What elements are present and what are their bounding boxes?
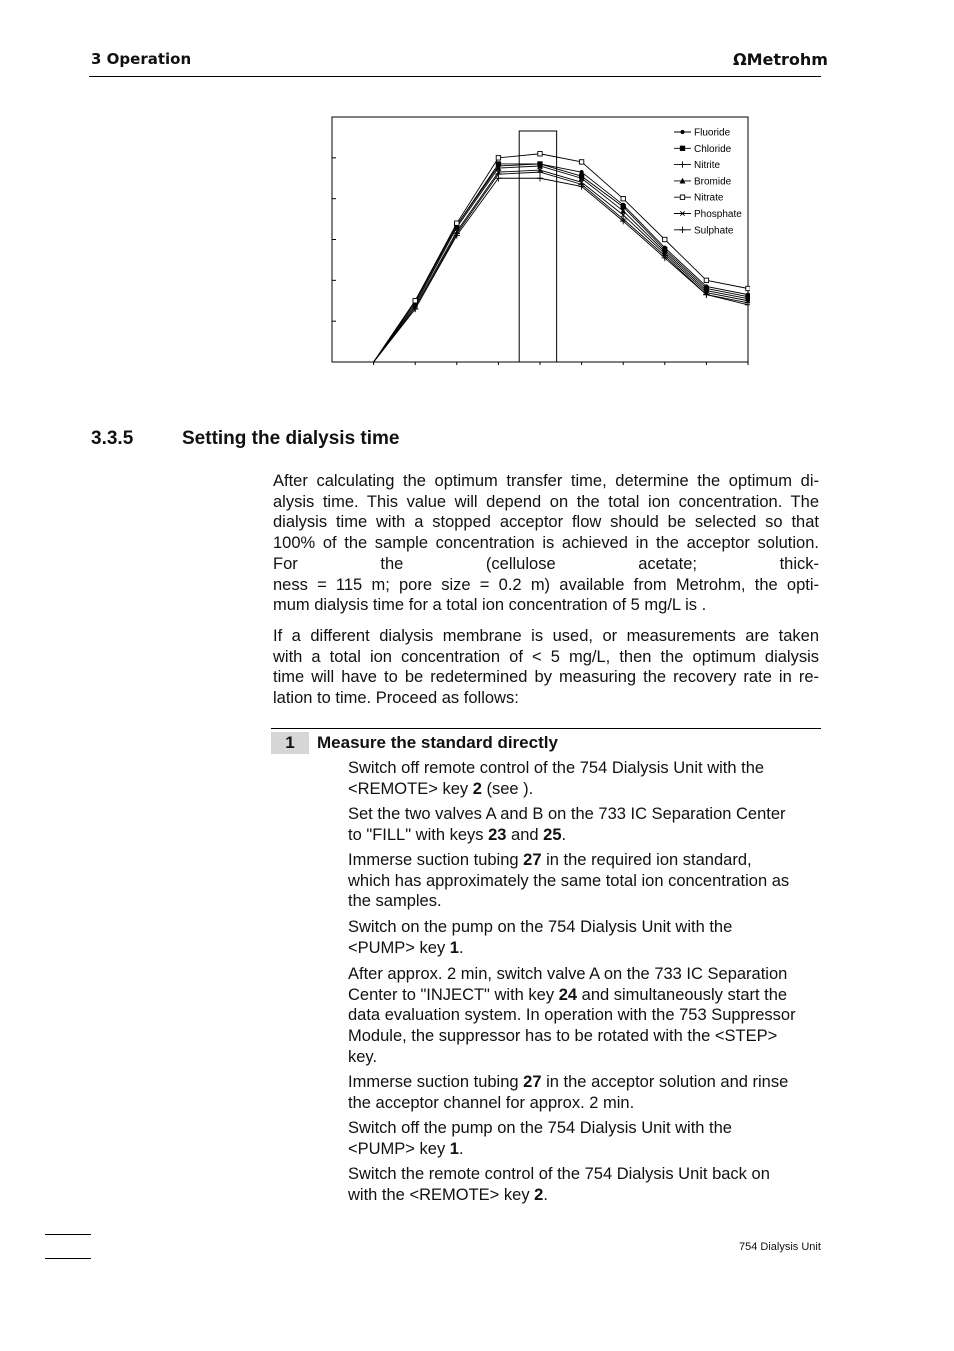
data-point — [679, 161, 685, 167]
legend-label: Fluoride — [694, 127, 731, 139]
instruction-line — [348, 871, 818, 892]
legend-label: Phosphate — [694, 209, 742, 220]
text-line: with a total ion concentration of < 5 mg/L, then the optimum dialysis — [273, 647, 819, 666]
key-number: 23 — [488, 825, 507, 844]
step-title: Measure the standard directly — [317, 733, 558, 752]
data-point — [680, 146, 684, 150]
legend-label: Nitrite — [694, 160, 721, 172]
instruction-line — [348, 938, 818, 959]
data-point — [680, 195, 684, 199]
header-chapter: 3 Operation — [91, 50, 192, 68]
text-line: mum dialysis time for a total ion concentration of 5 mg/L is . — [273, 596, 707, 615]
instruction-text: Switch on the pump on the 754 Dialysis Unit with the — [348, 918, 733, 936]
text-line: alysis time. This value will depend on the total ion concentration. The — [273, 492, 819, 511]
key-number: 2 — [534, 1185, 544, 1204]
key-number: 1 — [449, 938, 459, 957]
text-line: ness = 115 m; pore size = 0.2 m) available from Metrohm, the opti- — [273, 575, 819, 594]
key-number: 1 — [449, 1139, 459, 1158]
series-line — [374, 166, 748, 362]
instruction-text: the samples. — [348, 892, 442, 911]
instruction-line — [348, 964, 818, 985]
instruction-line — [348, 1139, 818, 1160]
data-point — [455, 221, 459, 225]
series-line — [374, 172, 748, 362]
data-point — [580, 170, 583, 173]
instruction-text: Set the two valves A and B on the 733 IC Separation Center — [348, 805, 786, 823]
data-point — [663, 237, 667, 241]
instruction-item — [348, 1164, 818, 1205]
instruction-line — [348, 1185, 818, 1206]
instruction-text: data evaluation system. In operation with the 753 Suppressor — [348, 1006, 796, 1025]
key-number: 27 — [523, 1073, 542, 1091]
instruction-item — [348, 850, 818, 912]
instruction-text: After approx. 2 min, switch valve A on the 733 IC Separation — [348, 965, 788, 983]
key-number: 25 — [543, 825, 562, 844]
instruction-text: to "FILL" with keys — [348, 825, 489, 844]
key-number: 27 — [523, 851, 542, 869]
data-point — [704, 278, 708, 282]
footer-product: 754 Dialysis Unit — [739, 1241, 821, 1253]
key-number: 2 — [472, 779, 482, 798]
text-line: time will have to be redetermined by measuring the recovery rate in re- — [273, 668, 819, 687]
instruction-text: <PUMP> key — [348, 1139, 450, 1158]
series-line — [374, 178, 748, 362]
brand-logo: ΩMetrohm — [733, 50, 828, 69]
instruction-item — [348, 917, 818, 958]
text-line: After calculating the optimum transfer time, determine the optimum di- — [273, 472, 819, 490]
instruction-text: Switch the remote control of the 754 Dialysis Unit back on — [348, 1165, 770, 1183]
data-point — [681, 130, 684, 133]
instruction-text: Switch off the pump on the 754 Dialysis Unit with the — [348, 1119, 732, 1137]
instruction-text: . — [458, 938, 464, 957]
instruction-item — [348, 964, 818, 1068]
intro-paragraph — [273, 471, 819, 616]
instruction-text: and — [506, 825, 544, 844]
instruction-line — [348, 985, 818, 1006]
step-divider — [271, 728, 821, 729]
instruction-text: the acceptor channel for approx. 2 min. — [348, 1093, 635, 1112]
instruction-line — [348, 917, 818, 938]
membrane-paragraph — [273, 626, 819, 709]
instruction-line — [348, 758, 818, 779]
data-point — [680, 179, 684, 183]
text-line: lation to time. Proceed as follows: — [273, 689, 519, 708]
instruction-line — [348, 850, 818, 871]
instruction-line — [348, 1164, 818, 1185]
data-point — [496, 156, 500, 160]
instruction-item — [348, 758, 818, 799]
text-line: dialysis time with a stopped acceptor flow should be selected so that — [273, 513, 819, 532]
instruction-text: in the acceptor solution and rinse — [541, 1073, 789, 1091]
instruction-text: Module, the suppressor has to be rotated with the <STEP> — [348, 1027, 778, 1046]
instruction-item — [348, 1118, 818, 1159]
instruction-text: Center to "INJECT" with key — [348, 985, 559, 1004]
step-number: 1 — [271, 732, 309, 754]
text-line: If a different dialysis membrane is used, or measurements are taken — [273, 627, 819, 645]
instruction-line — [348, 825, 818, 846]
instruction-text: . — [543, 1185, 548, 1204]
data-point — [413, 299, 417, 303]
legend-label: Sulphate — [694, 225, 734, 237]
footer-rule — [45, 1258, 91, 1259]
instruction-line — [348, 1118, 818, 1139]
series-line — [374, 164, 748, 362]
instruction-item — [348, 1072, 818, 1113]
instruction-text: <PUMP> key — [348, 938, 450, 957]
data-point — [579, 160, 583, 164]
section-title: Setting the dialysis time — [182, 428, 400, 449]
instruction-item — [348, 804, 818, 845]
instruction-text: in the required ion standard, — [541, 851, 752, 869]
footer-rule — [45, 1234, 91, 1235]
recovery-chart — [330, 115, 750, 365]
key-number: 24 — [558, 985, 578, 1004]
text-line: 100% of the sample concentration is achieved in the acceptor solution. — [273, 534, 819, 553]
data-point — [746, 286, 750, 290]
section-number: 3.3.5 — [91, 428, 134, 449]
series-line — [374, 154, 748, 362]
legend-label: Chloride — [694, 143, 732, 155]
instruction-text: and simultaneously start the — [577, 985, 788, 1004]
text-line: For the (cellulose acetate; thick- — [273, 554, 819, 573]
instruction-text: with the <REMOTE> key — [348, 1185, 535, 1204]
instruction-text: which has approximately the same total ion concentration as — [348, 871, 790, 890]
instruction-line — [348, 1047, 818, 1068]
instruction-line — [348, 1072, 818, 1093]
instruction-line — [348, 891, 818, 912]
instruction-text: Immerse suction tubing — [348, 1073, 524, 1091]
instruction-line — [348, 779, 818, 800]
instruction-line — [348, 1026, 818, 1047]
series-line — [374, 164, 748, 362]
data-point — [538, 152, 542, 156]
data-point — [679, 227, 685, 233]
data-point — [621, 196, 625, 200]
instruction-text: <REMOTE> key — [348, 779, 473, 798]
instruction-line — [348, 1093, 818, 1114]
instruction-line — [348, 804, 818, 825]
legend-label: Bromide — [694, 176, 732, 188]
header-divider — [89, 76, 821, 77]
instruction-text: . — [561, 825, 567, 844]
data-point — [537, 175, 543, 181]
instruction-text: . — [458, 1139, 464, 1158]
legend-label: Nitrate — [694, 192, 724, 204]
instruction-text: Immerse suction tubing — [348, 851, 524, 869]
instruction-text: (see ). — [481, 779, 534, 798]
instruction-text: Switch off remote control of the 754 Dialysis Unit with the — [348, 759, 765, 777]
instruction-text: key. — [348, 1047, 378, 1066]
instruction-line — [348, 1005, 818, 1026]
